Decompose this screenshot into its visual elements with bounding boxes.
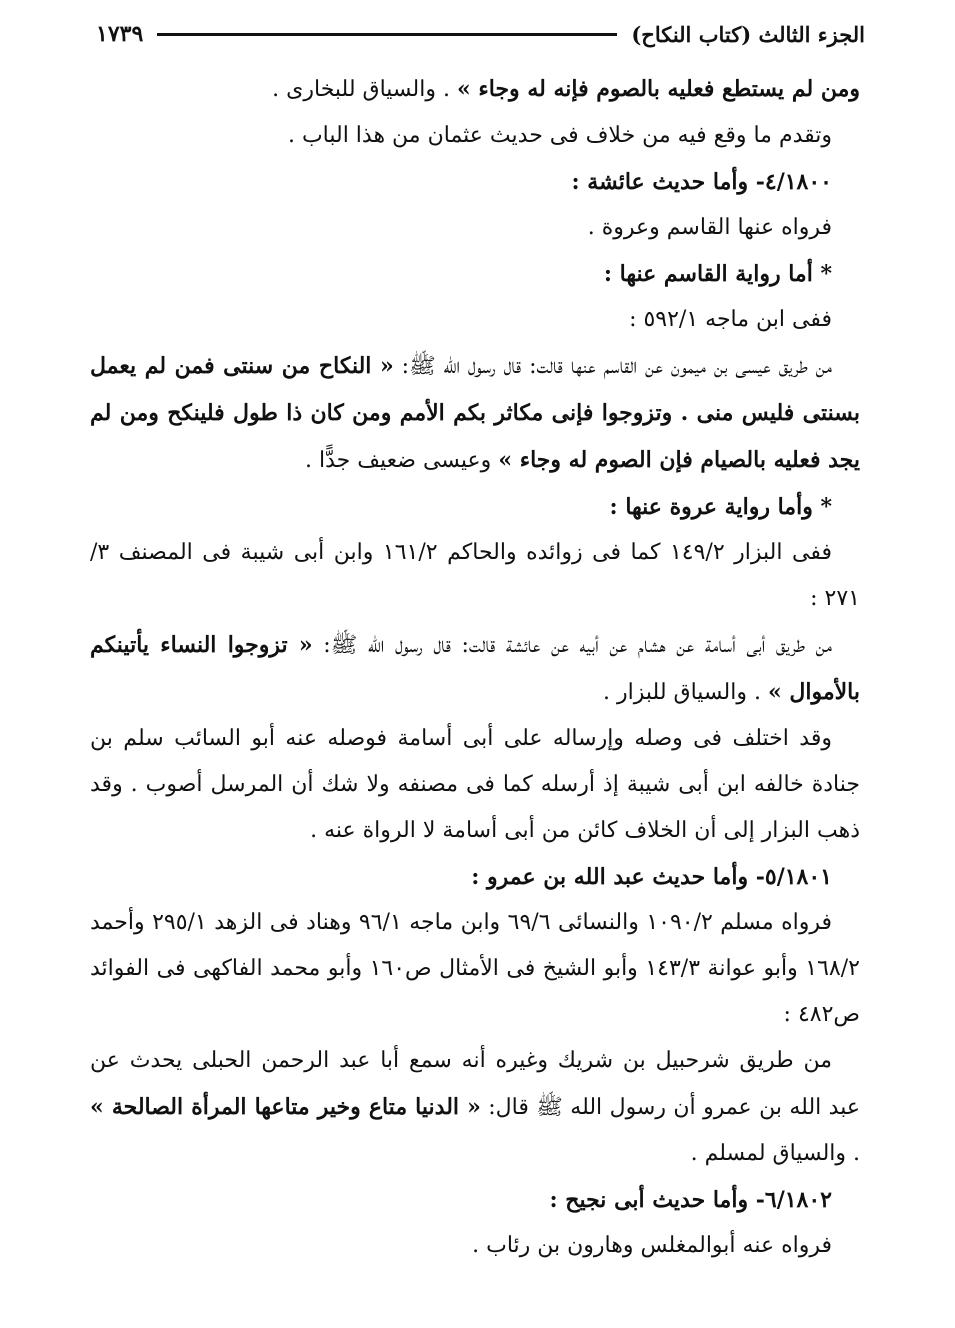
- page-header: [96, 18, 865, 50]
- paragraph-isa-chain: [90, 343, 860, 484]
- page-number: ١٧٣٩: [96, 21, 144, 47]
- hadith-text: « النكاح من سنتى فمن لم يعمل بسنتى فليس منى . وتزوجوا فإنى مكاثر بكم الأمم ومن كان ذا طول فلينكح ومن لم يجد فعليه بالصيام فإن الصوم له وجاء »: [90, 353, 860, 473]
- paragraph-text: من طريق أبى أسامة عن هشام عن أبيه عن عائشة قالت: قال رسول الله ﷺ:: [312, 633, 832, 658]
- section-heading-aisha: ٤/١٨٠٠- وأما حديث عائشة :: [571, 169, 832, 195]
- paragraph-text: . والسياق للبزار .: [603, 680, 768, 705]
- section-heading-abdullah: ٥/١٨٠١- وأما حديث عبد الله بن عمرو :: [471, 864, 832, 890]
- paragraph-bazzar-ref: ففى البزار ١٤٩/٢ كما فى زوائده والحاكم ١٦١/٢ وابن أبى شيبة فى المصنف ٣/ ٢٧١ :: [90, 540, 860, 611]
- header-rule: [157, 33, 617, 36]
- hadith-text: ومن لم يستطع فعليه بالصوم فإنه له وجاء »: [456, 76, 860, 102]
- page-body: [90, 66, 860, 1269]
- paragraph-text: من طريق شرحبيل بن شريك وغيره أنه سمع أبا عبد الرحمن الحبلى يحدث عن عبد الله بن عمرو أن رسول الله ﷺ قال:: [90, 1048, 860, 1120]
- subheading-qasim: * أما رواية القاسم عنها :: [603, 261, 832, 287]
- running-title: الجزء الثالث (كتاب النكاح): [631, 21, 865, 47]
- paragraph-text: من طريق عيسى بن ميمون عن القاسم عنها قالت: قال رسول الله ﷺ:: [393, 354, 832, 379]
- paragraph-text: . والسياق للبخارى .: [272, 77, 457, 102]
- hadith-text: « تزوجوا النساء يأتينكم بالأموال »: [90, 632, 860, 705]
- paragraph-uthman-note: وتقدم ما وقع فيه من خلاف فى حديث عثمان من هذا الباب .: [287, 123, 832, 148]
- subheading-urwa: * وأما رواية عروة عنها :: [609, 494, 832, 520]
- paragraph-text: وعيسى ضعيف جدًّا .: [305, 448, 499, 473]
- section-heading-abu-najih: ٦/١٨٠٢- وأما حديث أبى نجيح :: [549, 1187, 832, 1213]
- paragraph-shurahbil-chain: [90, 1038, 860, 1177]
- paragraph-abu-usama-chain: [90, 622, 860, 716]
- paragraph-hadith-continuation: [90, 66, 860, 113]
- paragraph-disagreement: وقد اختلف فى وصله وإرساله على أبى أسامة فوصله عنه أبو السائب سلم بن جنادة خالفه ابن أبى شيبة إذ أرسله كما فى مصنفه ولا شك أن المرسل أصوب . وقد ذهب البزار إلى أن الخلاف كائن من أبى أسامة لا الرواة عنه .: [90, 726, 860, 843]
- paragraph-abu-najih-narrators: فرواه عنه أبوالمغلس وهارون بن رئاب .: [472, 1233, 832, 1258]
- hadith-text: « الدنيا متاع وخير متاعها المرأة الصالحة »: [90, 1094, 481, 1120]
- paragraph-ibn-majah-ref: ففى ابن ماجه ٥٩٢/١ :: [629, 307, 832, 332]
- paragraph-muslim-ref: فرواه مسلم ١٠٩٠/٢ والنسائى ٦٩/٦ وابن ماجه ٩٦/١ وهناد فى الزهد ٢٩٥/١ وأحمد ١٦٨/٢ وأبو عوانة ١٤٣/٣ وأبو الشيخ فى الأمثال ص١٦٠ وأبو محمد الفاكهى فى الفوائد ص٤٨٢ :: [90, 910, 860, 1027]
- paragraph-narrators: فرواه عنها القاسم وعروة .: [587, 215, 832, 240]
- paragraph-text: . والسياق لمسلم .: [690, 1141, 860, 1166]
